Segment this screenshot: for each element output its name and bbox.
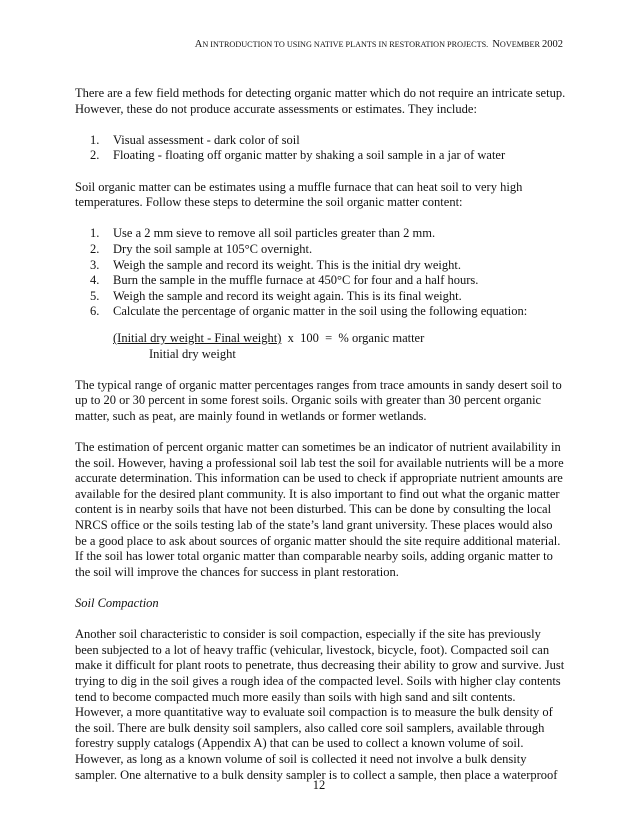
list-item: 1. Visual assessment - dark color of soil	[90, 132, 300, 147]
organic-matter-equation	[113, 331, 567, 362]
header-month: OVEMBER	[499, 40, 540, 49]
equation-numerator: (Initial dry weight - Final weight)	[113, 330, 282, 345]
list-item: 2. Dry the soil sample at 105°C overnight.	[90, 241, 313, 256]
list-item: 4. Burn the sample in the muffle furnace at 450°C for four and a half hours.	[90, 273, 479, 288]
list-item: 2. Floating - floating off organic matter by shaking a soil sample in a jar of water	[90, 148, 506, 163]
steps-list	[75, 226, 567, 320]
header-year: 2002	[542, 39, 563, 50]
section-heading: Soil Compaction	[75, 596, 159, 610]
header-initial-a: A	[194, 39, 203, 50]
intro-paragraph: There are a few field methods for detecting organic matter which do not require an intricate setup. However, these do not produce accurate assessments or estimates. They include:	[75, 86, 566, 116]
furnace-paragraph: Soil organic matter can be estimates using a muffle furnace that can heat soil to very high temperatures. Follow these steps to determine the soil organic matter content:	[75, 179, 523, 210]
equation-denominator: Initial dry weight	[149, 346, 236, 361]
list-item: 5. Weigh the sample and record its weight again. This is its final weight.	[90, 288, 462, 303]
compaction-paragraph: Another soil characteristic to consider is soil compaction, especially if the site has previously been subjected to a lot of heavy traffic (vehicular, livestock, bicycle, foot). Compacted soil can make it difficult for plant roots to penetrate, thus decreasing their ability to grow and survive. Just trying to dig in the soil gives a rough idea of the compacted level. Soils with higher clay contents tend to become compacted much more easily than soils with high sand and silt contents. However, a more quantitative way to evaluate soil compaction is to measure the bulk density of the soil. There are bulk density soil samplers, also called core soil samplers, available through forestry supply catalogs (Appendix A) that can be used to collect a known volume of soil. However, as long as a known volume of soil is collected it need not involve a bulk density sampler. One alternative to a bulk density sampler is to collect a sample, then place a waterproof	[75, 627, 565, 782]
estimation-paragraph: The estimation of percent organic matter can sometimes be an indicator of nutrient availability in the soil. However, having a professional soil lab test the soil for available nutrients will be a more accurate determination. This information can be used to check if appropriate nutrient amounts are available for the desired plant community. It is also important to find out what the organic matter content is in nearby soils that have not been disturbed. This can be done by consulting the local NRCS office or the soils testing lab of the state’s land grant university. These places would also be a good place to ask about sources of organic matter should the site require additional material. If the soil has lower total organic matter than comparable nearby soils, adding organic matter to the soil will improve the chances for success in plant restoration.	[75, 440, 564, 579]
list-item: 6. Calculate the percentage of organic matter in the soil using the following equation:	[90, 304, 528, 319]
list-item: 1. Use a 2 mm sieve to remove all soil particles greater than 2 mm.	[90, 226, 436, 241]
page-number: 12	[312, 778, 326, 792]
header-initial-n: N	[492, 39, 500, 50]
equation-rest: x 100 = % organic matter	[281, 330, 425, 345]
range-paragraph: The typical range of organic matter percentages ranges from trace amounts in sandy desert soil to up to 20 or 30 percent in some forest soils. Organic soils with greater than 30 percent organic matter, such as peat, are mainly found in wetlands or former wetlands.	[75, 377, 562, 423]
body-text	[75, 86, 567, 799]
list-item: 3. Weigh the sample and record its weight. This is the initial dry weight.	[90, 257, 461, 272]
field-methods-list	[75, 133, 567, 164]
running-header	[195, 39, 563, 50]
header-title: N INTRODUCTION TO USING NATIVE PLANTS IN RESTORATION PROJECTS.	[202, 40, 489, 49]
